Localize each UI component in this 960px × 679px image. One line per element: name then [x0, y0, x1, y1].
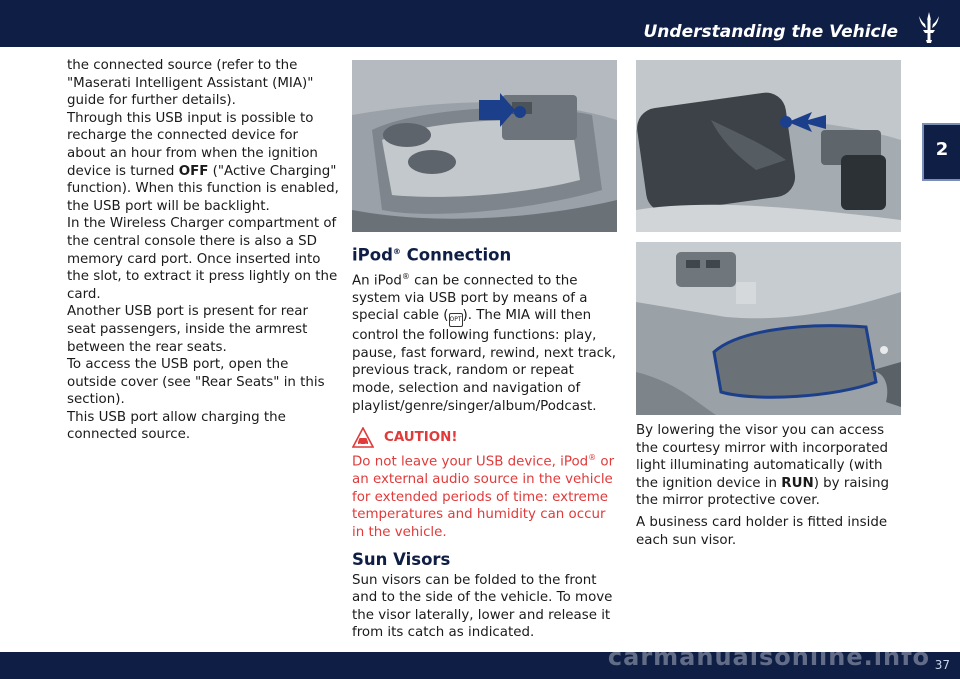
section-title: Understanding the Vehicle	[643, 22, 898, 42]
armrest-usb-photo	[352, 60, 617, 232]
visor-mirror-photo	[636, 242, 901, 415]
chapter-tab[interactable]	[922, 123, 960, 181]
paragraph: A business card holder is fitted inside each sun visor.	[636, 514, 888, 548]
paragraph: In the Wireless Charger compartment of the central console there is also a SD memory card port. Once inserted into the slot, to extract it press lightly on the card.	[67, 216, 338, 302]
paragraph: This USB port allow charging the connected source.	[67, 409, 286, 443]
paragraph: To access the USB port, open the outside cover (see "Rear Seats" in this section).	[67, 357, 325, 408]
caution-header	[352, 427, 618, 449]
text-column-1	[67, 57, 339, 444]
paragraph: Another USB port is present for rear seat passengers, inside the armrest between the rear seats.	[67, 304, 308, 355]
paragraph: the connected source (refer to the "Maserati Intelligent Assistant (MIA)" guide for further details).	[67, 58, 314, 109]
page-number: 37	[934, 658, 950, 672]
optional-cable-icon: OPT	[449, 313, 463, 327]
text-column-2	[352, 242, 618, 642]
paragraph: By lowering the visor you can access the courtesy mirror with incorporated light illuminating automatically (with the ignition device in RUN) by raising the mirror protective cover.	[636, 423, 889, 509]
page-header	[0, 0, 960, 47]
watermark-text: carmanualsonline.info	[607, 643, 930, 671]
text-column-3	[636, 422, 904, 549]
sun-visors-paragraph: Sun visors can be folded to the front and to the side of the vehicle. To move the visor laterally, lower and release it from its catch as indicated.	[352, 572, 613, 641]
chapter-number: 2	[935, 139, 949, 160]
ipod-paragraph: An iPod® can be connected to the system via USB port by means of a special cable (OPT). The MIA will then control the following functions: play, pause, fast forward, rewind, next track, previous track, random or repeat mode, selection and navigation of playlist/genre/singer/album/Podcast.	[352, 271, 617, 414]
maserati-trident-logo	[912, 10, 946, 44]
caution-label: CAUTION!	[384, 430, 458, 446]
ipod-connection-heading: iPod® Connection	[352, 245, 512, 265]
paragraph: Through this USB input is possible to recharge the connected device for about an hour from when the ignition device is turned OFF ("Active Charging" function). When this function is enabled, the USB port will be backlight.	[67, 110, 339, 214]
car-warning-icon	[352, 427, 374, 449]
sun-visor-photo	[636, 60, 901, 232]
caution-text: Do not leave your USB device, iPod® or an external audio source in the vehicle for extended periods of time: extreme temperatures and humidity can occur in the vehicle.	[352, 453, 615, 540]
sun-visors-heading: Sun Visors	[352, 549, 451, 569]
